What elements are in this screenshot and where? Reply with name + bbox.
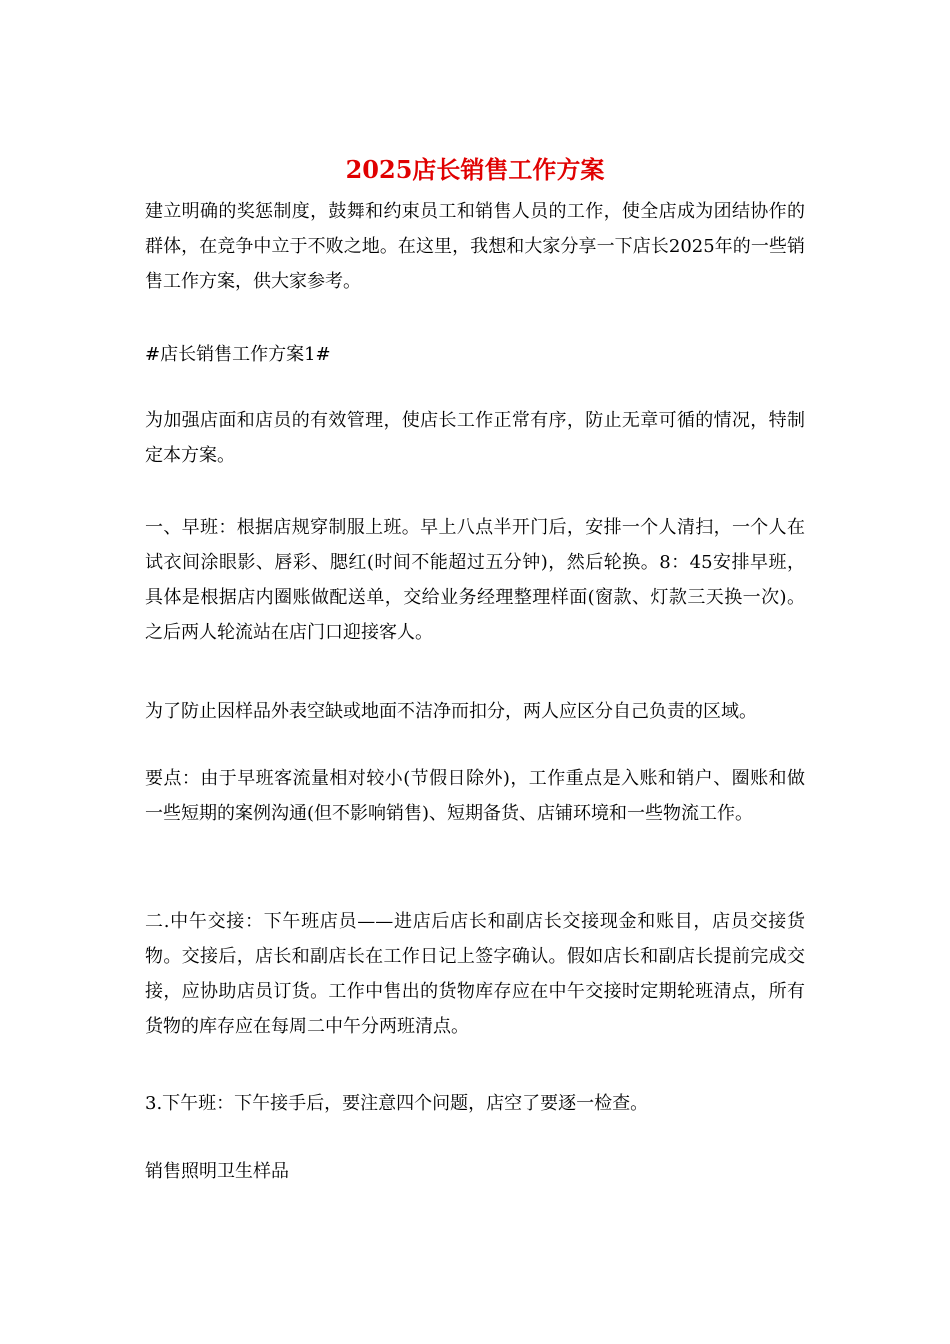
- purpose-paragraph: 为加强店面和店员的有效管理，使店长工作正常有序，防止无章可循的情况，特制定本方案。: [145, 410, 805, 466]
- checklist-paragraph: 销售照明卫生样品: [145, 1161, 289, 1182]
- noon-handover-paragraph: 二.中午交接：下午班店员——进店后店长和副店长交接现金和账目，店员交接货物。交接后，店长和副店长在工作日记上签字确认。假如店长和副店长提前完成交接，应协助店员订货。工作中售出的货物库存应在中午交接时定期轮班清点，所有货物的库存应在每周二中午分两班清点。: [145, 911, 805, 1037]
- intro-paragraph: 建立明确的奖惩制度，鼓舞和约束员工和销售人员的工作，使全店成为团结协作的群体，在竞争中立于不败之地。在这里，我想和大家分享一下店长2025年的一些销售工作方案，供大家参考。: [145, 201, 805, 292]
- key-points-paragraph: 要点：由于早班客流量相对较小(节假日除外)，工作重点是入账和销户、圈账和做一些短期的案例沟通(但不影响销售)、短期备货、店铺环境和一些物流工作。: [145, 768, 805, 824]
- afternoon-shift-paragraph: 3.下午班：下午接手后，要注意四个问题，店空了要逐一检查。: [145, 1093, 649, 1114]
- area-responsibility-paragraph: 为了防止因样品外表空缺或地面不洁净而扣分，两人应区分自己负责的区域。: [145, 701, 757, 722]
- section-heading: #店长销售工作方案1#: [145, 344, 331, 365]
- morning-shift-paragraph: 一、早班：根据店规穿制服上班。早上八点半开门后，安排一个人清扫，一个人在试衣间涂眼影、唇彩、腮红(时间不能超过五分钟)，然后轮换。8：45安排早班，具体是根据店内圈账做配送单，交给业务经理整理样面(窗款、灯款三天换一次)。之后两人轮流站在店门口迎接客人。: [145, 517, 805, 643]
- document-title: 2025店长销售工作方案: [345, 155, 605, 184]
